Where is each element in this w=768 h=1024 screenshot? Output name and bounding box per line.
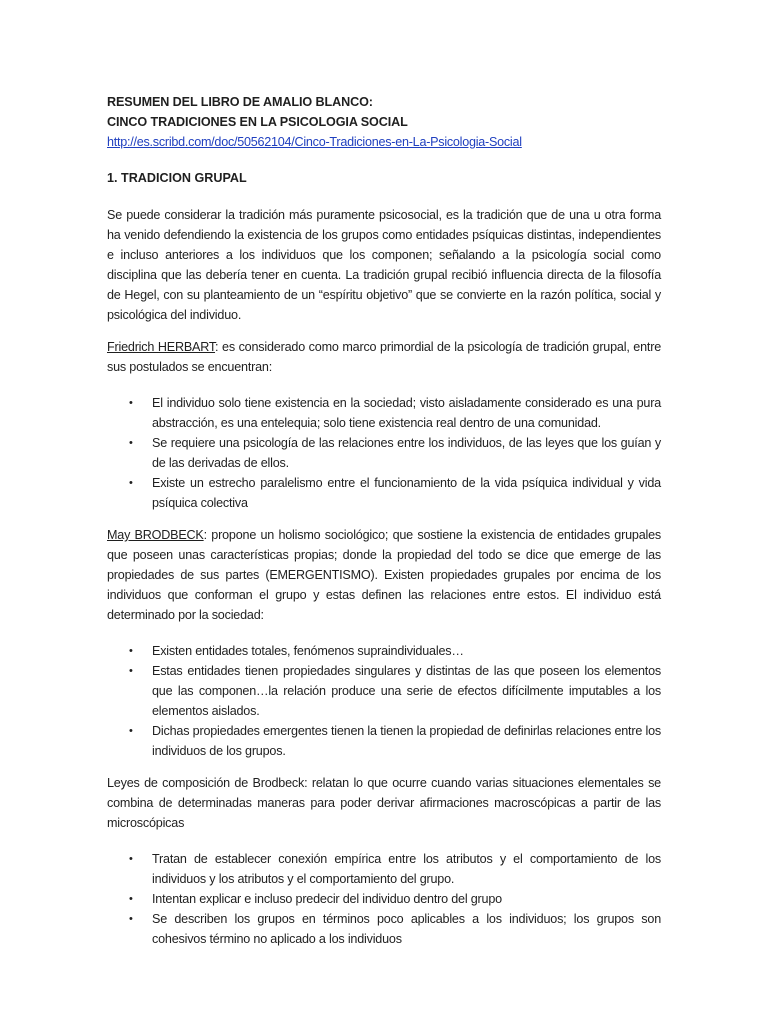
bullet-icon: • — [129, 665, 133, 677]
list-item-text: Estas entidades tienen propiedades singulares y distintas de las que poseen los elementos que las componen…la relación produce una serie de efectos difícilmente imputables a los elementos aislados. — [152, 664, 661, 718]
list-item-text: Existe un estrecho paralelismo entre el funcionamiento de la vida psíquica individual y vida psíquica colectiva — [152, 476, 661, 510]
list-item-text: Intentan explicar e incluso predecir del individuo dentro del grupo — [152, 892, 502, 906]
list-item — [107, 473, 661, 513]
author-name-herbart: Friedrich HERBART — [107, 340, 216, 354]
bullet-icon: • — [129, 893, 133, 905]
bullet-icon: • — [129, 725, 133, 737]
list-item — [107, 641, 661, 661]
bullet-icon: • — [129, 645, 133, 657]
list-item — [107, 849, 661, 889]
list-item — [107, 889, 661, 909]
list-item-text: Existen entidades totales, fenómenos supraindividuales… — [152, 644, 464, 658]
herbart-text: : es considerado como marco primordial de la psicología de tradición grupal, entre sus postulados se encuentran: — [107, 340, 662, 374]
section-title: 1. TRADICION GRUPAL — [107, 171, 247, 185]
bullet-icon: • — [129, 913, 133, 925]
document-title-line-2: CINCO TRADICIONES EN LA PSICOLOGIA SOCIAL — [107, 115, 408, 129]
leyes-paragraph: Leyes de composición de Brodbeck: relatan lo que ocurre cuando varias situaciones elementales se combina de determinadas maneras para poder derivar afirmaciones macroscópicas a partir de las microscópicas — [107, 776, 661, 830]
brodbeck-text: : propone un holismo sociológico; que sostiene la existencia de entidades grupales que poseen unas características propias; donde la propiedad del todo se dice que emerge de las propiedades de sus partes (EMERGENTISMO). Existen propiedades grupales por encima de los individuos que conforman el grupo y estas definen las relaciones entre estos. El individuo está determinado por la sociedad: — [107, 528, 661, 622]
list-item-text: El individuo solo tiene existencia en la sociedad; visto aisladamente considerado es una pura abstracción, es una entelequia; solo tiene existencia real dentro de una comunidad. — [152, 396, 661, 430]
document-title-line-1: RESUMEN DEL LIBRO DE AMALIO BLANCO: — [107, 95, 373, 109]
list-item-text: Tratan de establecer conexión empírica entre los atributos y el comportamiento de los individuos y los atributos y el comportamiento del grupo. — [152, 852, 661, 886]
leyes-bullet-list — [107, 849, 661, 949]
list-item — [107, 721, 661, 761]
herbart-bullet-list — [107, 393, 661, 513]
list-item-text: Dichas propiedades emergentes tienen la tienen la propiedad de definirlas relaciones entre los individuos de los grupos. — [152, 724, 661, 758]
list-item-text: Se describen los grupos en términos poco aplicables a los individuos; los grupos son cohesivos término no aplicado a los individuos — [152, 912, 661, 946]
source-link[interactable]: http://es.scribd.com/doc/50562104/Cinco-Tradiciones-en-La-Psicologia-Social — [107, 135, 522, 149]
bullet-icon: • — [129, 853, 133, 865]
brodbeck-paragraph — [107, 525, 661, 625]
brodbeck-bullet-list — [107, 641, 661, 761]
bullet-icon: • — [129, 437, 133, 449]
list-item — [107, 909, 661, 949]
bullet-icon: • — [129, 397, 133, 409]
list-item — [107, 433, 661, 473]
author-name-brodbeck: May BRODBECK — [107, 528, 204, 542]
intro-paragraph: Se puede considerar la tradición más puramente psicosocial, es la tradición que de una u otra forma ha venido defendiendo la existencia de los grupos como entidades psíquicas distintas, independientes e incluso anteriores a los individuos que los componen; señalando a la psicología social como disciplina que las debería tener en cuenta. La tradición grupal recibió influencia directa de la filosofía de Hegel, con su planteamiento de un “espíritu objetivo” que se convierte en la razón política, social y psicológica del individuo. — [107, 208, 661, 322]
list-item-text: Se requiere una psicología de las relaciones entre los individuos, de las leyes que los guían y de las derivadas de ellos. — [152, 436, 661, 470]
bullet-icon: • — [129, 477, 133, 489]
list-item — [107, 393, 661, 433]
list-item — [107, 661, 661, 721]
herbart-paragraph — [107, 337, 661, 377]
document-page — [107, 92, 661, 949]
